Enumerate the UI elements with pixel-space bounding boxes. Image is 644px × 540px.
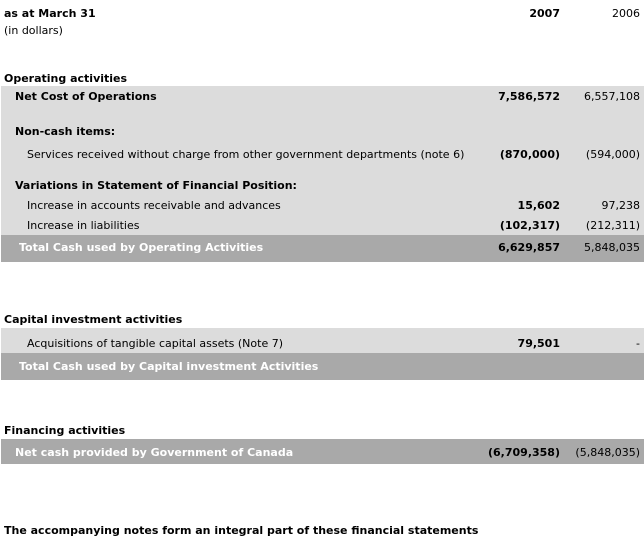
capital-heading: Capital investment activities bbox=[4, 313, 183, 326]
operating-total-2006: 5,848,035 bbox=[584, 241, 640, 254]
variations-heading: Variations in Statement of Financial Position: bbox=[15, 179, 297, 192]
footer-note: The accompanying notes form an integral part of these financial statements bbox=[4, 524, 479, 537]
liabilities-2006: (212,311) bbox=[585, 219, 640, 232]
services-2007: (870,000) bbox=[499, 148, 560, 161]
receivable-2007: 15,602 bbox=[517, 199, 560, 212]
operating-total-2007: 6,629,857 bbox=[498, 241, 560, 254]
column-header-2006: 2006 bbox=[612, 7, 640, 20]
financing-heading: Financing activities bbox=[4, 424, 126, 437]
net-cash-2006: (5,848,035) bbox=[575, 446, 640, 459]
acquisitions-label: Acquisitions of tangible capital assets (Note 7) bbox=[27, 337, 284, 350]
services-2006: (594,000) bbox=[585, 148, 640, 161]
net-cash-label: Net cash provided by Government of Canada bbox=[15, 446, 294, 459]
net-cash-2007: (6,709,358) bbox=[488, 446, 560, 459]
liabilities-2007: (102,317) bbox=[499, 219, 560, 232]
operating-total-row bbox=[1, 235, 644, 262]
as-at-date: as at March 31 bbox=[4, 7, 96, 20]
acquisitions-2007: 79,501 bbox=[517, 337, 560, 350]
operating-heading: Operating activities bbox=[4, 72, 128, 85]
net-cost-2007: 7,586,572 bbox=[498, 90, 560, 103]
capital-acquisitions-row bbox=[1, 328, 644, 353]
column-header-2007: 2007 bbox=[529, 7, 560, 20]
capital-total-label: Total Cash used by Capital investment Activities bbox=[19, 360, 319, 373]
receivable-2006: 97,238 bbox=[601, 199, 640, 212]
services-label: Services received without charge from other government departments (note 6) bbox=[27, 148, 465, 161]
net-cost-2006: 6,557,108 bbox=[584, 90, 640, 103]
financing-row bbox=[1, 439, 644, 464]
noncash-heading: Non-cash items: bbox=[15, 125, 116, 138]
receivable-label: Increase in accounts receivable and advances bbox=[27, 199, 281, 212]
net-cost-label: Net Cost of Operations bbox=[15, 90, 157, 103]
capital-total-row bbox=[1, 353, 644, 380]
acquisitions-2006: - bbox=[636, 337, 640, 350]
units-label: (in dollars) bbox=[4, 24, 63, 37]
liabilities-label: Increase in liabilities bbox=[27, 219, 140, 232]
operating-section bbox=[1, 86, 644, 235]
operating-total-label: Total Cash used by Operating Activities bbox=[19, 241, 264, 254]
